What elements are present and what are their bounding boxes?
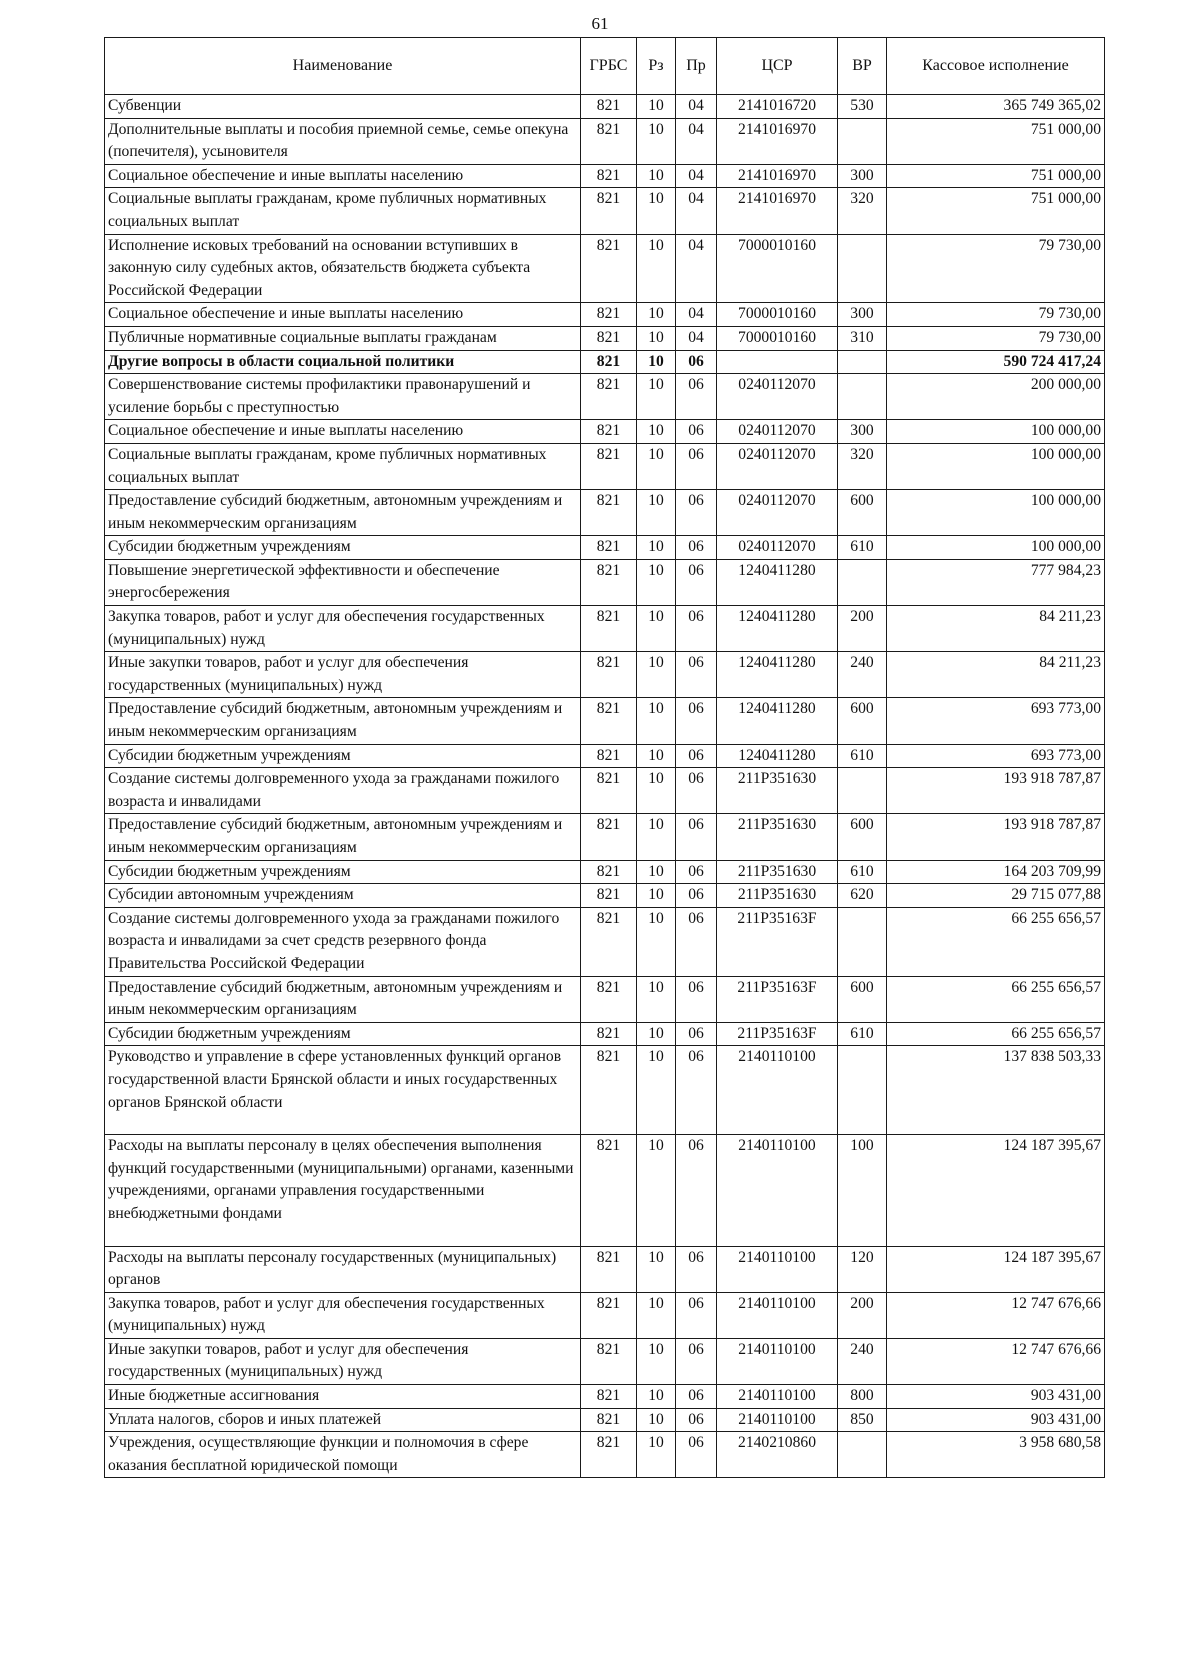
cell-name: Субсидии бюджетным учреждениям <box>105 860 581 884</box>
cell-grbs: 821 <box>581 698 637 744</box>
table-row <box>105 234 1105 303</box>
cell-grbs: 821 <box>581 326 637 350</box>
cell-grbs: 821 <box>581 1432 637 1478</box>
cell-rz: 10 <box>637 698 676 744</box>
cell-amount: 693 773,00 <box>887 698 1105 744</box>
cell-name: Уплата налогов, сборов и иных платежей <box>105 1408 581 1432</box>
cell-vr <box>838 1046 887 1135</box>
table-row <box>105 443 1105 489</box>
cell-rz: 10 <box>637 420 676 444</box>
cell-vr <box>838 118 887 164</box>
cell-csr: 0240112070 <box>717 374 838 420</box>
cell-rz: 10 <box>637 1408 676 1432</box>
cell-grbs: 821 <box>581 860 637 884</box>
cell-csr: 2140110100 <box>717 1292 838 1338</box>
cell-csr: 0240112070 <box>717 490 838 536</box>
cell-grbs: 821 <box>581 1338 637 1384</box>
cell-rz: 10 <box>637 1432 676 1478</box>
cell-grbs: 821 <box>581 536 637 560</box>
cell-csr: 2140210860 <box>717 1432 838 1478</box>
cell-name: Закупка товаров, работ и услуг для обеспечения государственных (муниципальных) нужд <box>105 1292 581 1338</box>
cell-vr: 850 <box>838 1408 887 1432</box>
table-row <box>105 164 1105 188</box>
cell-name: Создание системы долговременного ухода за гражданами пожилого возраста и инвалидами за счет средств резервного фонда Правительства Российской Федерации <box>105 907 581 976</box>
cell-grbs: 821 <box>581 420 637 444</box>
cell-grbs: 821 <box>581 1408 637 1432</box>
cell-vr <box>838 374 887 420</box>
cell-vr: 120 <box>838 1246 887 1292</box>
cell-name: Руководство и управление в сфере установленных функций органов государственной власти Брянской области и иных государственных органов Брянской области <box>105 1046 581 1135</box>
cell-amount: 3 958 680,58 <box>887 1432 1105 1478</box>
cell-pr: 06 <box>676 1408 717 1432</box>
cell-vr: 200 <box>838 606 887 652</box>
cell-rz: 10 <box>637 1338 676 1384</box>
cell-csr: 7000010160 <box>717 303 838 327</box>
cell-rz: 10 <box>637 884 676 908</box>
cell-name: Расходы на выплаты персоналу государственных (муниципальных) органов <box>105 1246 581 1292</box>
cell-rz: 10 <box>637 118 676 164</box>
cell-csr: 2140110100 <box>717 1408 838 1432</box>
cell-amount: 84 211,23 <box>887 606 1105 652</box>
cell-csr: 2140110100 <box>717 1338 838 1384</box>
cell-pr: 06 <box>676 606 717 652</box>
table-row <box>105 303 1105 327</box>
cell-grbs: 821 <box>581 884 637 908</box>
cell-name: Социальные выплаты гражданам, кроме публичных нормативных социальных выплат <box>105 188 581 234</box>
cell-pr: 06 <box>676 1135 717 1246</box>
cell-csr: 211P351630 <box>717 814 838 860</box>
cell-pr: 06 <box>676 374 717 420</box>
cell-amount: 12 747 676,66 <box>887 1292 1105 1338</box>
cell-csr: 7000010160 <box>717 326 838 350</box>
cell-name: Закупка товаров, работ и услуг для обеспечения государственных (муниципальных) нужд <box>105 606 581 652</box>
cell-amount: 124 187 395,67 <box>887 1135 1105 1246</box>
cell-rz: 10 <box>637 860 676 884</box>
cell-grbs: 821 <box>581 303 637 327</box>
cell-name: Субвенции <box>105 95 581 119</box>
header-name: Наименование <box>105 38 581 95</box>
cell-rz: 10 <box>637 443 676 489</box>
cell-vr <box>838 559 887 605</box>
cell-vr: 240 <box>838 652 887 698</box>
cell-rz: 10 <box>637 1046 676 1135</box>
cell-amount: 66 255 656,57 <box>887 907 1105 976</box>
cell-amount: 66 255 656,57 <box>887 976 1105 1022</box>
table-row <box>105 1292 1105 1338</box>
table-row <box>105 350 1105 374</box>
cell-csr: 211P351630 <box>717 860 838 884</box>
cell-grbs: 821 <box>581 118 637 164</box>
cell-vr <box>838 1432 887 1478</box>
page-number: 61 <box>591 14 609 33</box>
cell-csr <box>717 350 838 374</box>
cell-pr: 04 <box>676 234 717 303</box>
table-row <box>105 1135 1105 1246</box>
cell-rz: 10 <box>637 976 676 1022</box>
cell-rz: 10 <box>637 303 676 327</box>
cell-amount: 100 000,00 <box>887 420 1105 444</box>
cell-amount: 751 000,00 <box>887 164 1105 188</box>
cell-vr <box>838 234 887 303</box>
cell-grbs: 821 <box>581 976 637 1022</box>
cell-pr: 06 <box>676 814 717 860</box>
cell-pr: 06 <box>676 1246 717 1292</box>
cell-vr: 620 <box>838 884 887 908</box>
cell-csr: 2140110100 <box>717 1246 838 1292</box>
cell-grbs: 821 <box>581 1246 637 1292</box>
cell-grbs: 821 <box>581 652 637 698</box>
header-amount: Кассовое исполнение <box>887 38 1105 95</box>
cell-grbs: 821 <box>581 374 637 420</box>
cell-vr: 800 <box>838 1385 887 1409</box>
cell-amount: 693 773,00 <box>887 744 1105 768</box>
cell-amount: 590 724 417,24 <box>887 350 1105 374</box>
table-body <box>105 95 1105 1478</box>
budget-table <box>104 37 1105 1478</box>
cell-rz: 10 <box>637 234 676 303</box>
header-vr: ВР <box>838 38 887 95</box>
cell-amount: 66 255 656,57 <box>887 1022 1105 1046</box>
cell-amount: 751 000,00 <box>887 188 1105 234</box>
cell-amount: 124 187 395,67 <box>887 1246 1105 1292</box>
cell-pr: 04 <box>676 164 717 188</box>
cell-name: Социальное обеспечение и иные выплаты населению <box>105 420 581 444</box>
cell-grbs: 821 <box>581 350 637 374</box>
cell-pr: 06 <box>676 652 717 698</box>
cell-amount: 777 984,23 <box>887 559 1105 605</box>
cell-pr: 06 <box>676 1292 717 1338</box>
cell-rz: 10 <box>637 559 676 605</box>
table-row <box>105 976 1105 1022</box>
cell-rz: 10 <box>637 1292 676 1338</box>
cell-rz: 10 <box>637 490 676 536</box>
cell-csr: 1240411280 <box>717 698 838 744</box>
cell-rz: 10 <box>637 768 676 814</box>
cell-pr: 06 <box>676 536 717 560</box>
cell-grbs: 821 <box>581 490 637 536</box>
header-grbs: ГРБС <box>581 38 637 95</box>
header-csr: ЦСР <box>717 38 838 95</box>
table-row <box>105 536 1105 560</box>
cell-vr: 600 <box>838 976 887 1022</box>
cell-pr: 06 <box>676 1046 717 1135</box>
cell-rz: 10 <box>637 1022 676 1046</box>
cell-name: Исполнение исковых требований на основании вступивших в законную силу судебных актов, обязательств бюджета субъекта Российской Федерации <box>105 234 581 303</box>
cell-name: Иные закупки товаров, работ и услуг для обеспечения государственных (муниципальных) нужд <box>105 1338 581 1384</box>
cell-name: Субсидии бюджетным учреждениям <box>105 744 581 768</box>
cell-vr: 310 <box>838 326 887 350</box>
cell-name: Социальное обеспечение и иные выплаты населению <box>105 303 581 327</box>
table-row <box>105 118 1105 164</box>
cell-name: Предоставление субсидий бюджетным, автономным учреждениям и иным некоммерческим организациям <box>105 698 581 744</box>
table-row <box>105 188 1105 234</box>
table-row <box>105 744 1105 768</box>
table-row <box>105 860 1105 884</box>
cell-csr: 2140110100 <box>717 1385 838 1409</box>
cell-rz: 10 <box>637 652 676 698</box>
cell-vr: 610 <box>838 860 887 884</box>
cell-csr: 211P351630 <box>717 768 838 814</box>
cell-vr: 600 <box>838 698 887 744</box>
cell-pr: 06 <box>676 350 717 374</box>
cell-name: Совершенствование системы профилактики правонарушений и усиление борьбы с преступностью <box>105 374 581 420</box>
cell-csr: 2141016970 <box>717 164 838 188</box>
cell-csr: 211P35163F <box>717 976 838 1022</box>
cell-rz: 10 <box>637 606 676 652</box>
cell-pr: 06 <box>676 860 717 884</box>
cell-grbs: 821 <box>581 1292 637 1338</box>
cell-amount: 79 730,00 <box>887 303 1105 327</box>
cell-csr: 1240411280 <box>717 652 838 698</box>
cell-csr: 2141016970 <box>717 188 838 234</box>
cell-name: Социальные выплаты гражданам, кроме публичных нормативных социальных выплат <box>105 443 581 489</box>
cell-pr: 04 <box>676 326 717 350</box>
cell-pr: 06 <box>676 490 717 536</box>
cell-csr: 0240112070 <box>717 536 838 560</box>
cell-pr: 06 <box>676 768 717 814</box>
cell-amount: 193 918 787,87 <box>887 768 1105 814</box>
header-row <box>105 38 1105 95</box>
cell-vr: 600 <box>838 490 887 536</box>
cell-name: Повышение энергетической эффективности и обеспечение энергосбережения <box>105 559 581 605</box>
cell-vr: 200 <box>838 1292 887 1338</box>
cell-csr: 0240112070 <box>717 443 838 489</box>
cell-vr: 530 <box>838 95 887 119</box>
cell-grbs: 821 <box>581 234 637 303</box>
cell-amount: 100 000,00 <box>887 490 1105 536</box>
cell-grbs: 821 <box>581 744 637 768</box>
cell-grbs: 821 <box>581 907 637 976</box>
cell-name: Иные бюджетные ассигнования <box>105 1385 581 1409</box>
cell-name: Предоставление субсидий бюджетным, автономным учреждениям и иным некоммерческим организациям <box>105 976 581 1022</box>
table-row <box>105 95 1105 119</box>
cell-grbs: 821 <box>581 443 637 489</box>
cell-amount: 79 730,00 <box>887 234 1105 303</box>
cell-rz: 10 <box>637 1135 676 1246</box>
cell-vr: 300 <box>838 420 887 444</box>
cell-csr: 2141016720 <box>717 95 838 119</box>
cell-csr: 2140110100 <box>717 1135 838 1246</box>
cell-rz: 10 <box>637 814 676 860</box>
cell-vr: 300 <box>838 164 887 188</box>
cell-grbs: 821 <box>581 95 637 119</box>
cell-rz: 10 <box>637 1246 676 1292</box>
cell-vr: 610 <box>838 536 887 560</box>
cell-grbs: 821 <box>581 1046 637 1135</box>
cell-pr: 06 <box>676 1385 717 1409</box>
cell-name: Расходы на выплаты персоналу в целях обеспечения выполнения функций государственными (муниципальными) органами, казенными учреждениями, органами управления государственными внебюджетными фондами <box>105 1135 581 1246</box>
cell-name: Предоставление субсидий бюджетным, автономным учреждениям и иным некоммерческим организациям <box>105 814 581 860</box>
cell-vr: 320 <box>838 443 887 489</box>
table-row <box>105 814 1105 860</box>
cell-amount: 100 000,00 <box>887 443 1105 489</box>
cell-pr: 06 <box>676 976 717 1022</box>
cell-rz: 10 <box>637 326 676 350</box>
cell-csr: 211P35163F <box>717 907 838 976</box>
cell-amount: 84 211,23 <box>887 652 1105 698</box>
cell-amount: 164 203 709,99 <box>887 860 1105 884</box>
cell-csr: 1240411280 <box>717 606 838 652</box>
cell-csr: 211P351630 <box>717 884 838 908</box>
cell-vr <box>838 907 887 976</box>
cell-rz: 10 <box>637 164 676 188</box>
cell-rz: 10 <box>637 907 676 976</box>
cell-amount: 100 000,00 <box>887 536 1105 560</box>
cell-name: Субсидии бюджетным учреждениям <box>105 536 581 560</box>
cell-pr: 06 <box>676 1022 717 1046</box>
table-row <box>105 768 1105 814</box>
cell-name: Субсидии автономным учреждениям <box>105 884 581 908</box>
cell-vr: 240 <box>838 1338 887 1384</box>
cell-name: Создание системы долговременного ухода за гражданами пожилого возраста и инвалидами <box>105 768 581 814</box>
cell-vr: 610 <box>838 744 887 768</box>
cell-rz: 10 <box>637 95 676 119</box>
cell-csr: 211P35163F <box>717 1022 838 1046</box>
table-row <box>105 1022 1105 1046</box>
cell-vr: 320 <box>838 188 887 234</box>
table-row <box>105 698 1105 744</box>
cell-pr: 06 <box>676 1338 717 1384</box>
cell-name: Публичные нормативные социальные выплаты гражданам <box>105 326 581 350</box>
cell-csr: 0240112070 <box>717 420 838 444</box>
cell-pr: 04 <box>676 303 717 327</box>
cell-name: Социальное обеспечение и иные выплаты населению <box>105 164 581 188</box>
table-row <box>105 420 1105 444</box>
table-row <box>105 1385 1105 1409</box>
cell-grbs: 821 <box>581 1022 637 1046</box>
cell-name: Иные закупки товаров, работ и услуг для обеспечения государственных (муниципальных) нужд <box>105 652 581 698</box>
cell-pr: 06 <box>676 1432 717 1478</box>
table-row <box>105 1432 1105 1478</box>
table-row <box>105 907 1105 976</box>
cell-amount: 751 000,00 <box>887 118 1105 164</box>
table-row <box>105 1246 1105 1292</box>
cell-csr: 7000010160 <box>717 234 838 303</box>
cell-rz: 10 <box>637 188 676 234</box>
cell-vr: 600 <box>838 814 887 860</box>
cell-name: Предоставление субсидий бюджетным, автономным учреждениям и иным некоммерческим организациям <box>105 490 581 536</box>
header-pr: Пр <box>676 38 717 95</box>
cell-pr: 06 <box>676 907 717 976</box>
cell-csr: 1240411280 <box>717 559 838 605</box>
table-row <box>105 559 1105 605</box>
cell-grbs: 821 <box>581 814 637 860</box>
cell-amount: 200 000,00 <box>887 374 1105 420</box>
cell-vr <box>838 768 887 814</box>
table-row <box>105 1046 1105 1135</box>
cell-pr: 06 <box>676 559 717 605</box>
table-row <box>105 490 1105 536</box>
cell-amount: 365 749 365,02 <box>887 95 1105 119</box>
cell-pr: 06 <box>676 420 717 444</box>
cell-pr: 04 <box>676 188 717 234</box>
cell-name: Субсидии бюджетным учреждениям <box>105 1022 581 1046</box>
cell-pr: 06 <box>676 744 717 768</box>
cell-amount: 12 747 676,66 <box>887 1338 1105 1384</box>
cell-vr <box>838 350 887 374</box>
cell-rz: 10 <box>637 374 676 420</box>
cell-grbs: 821 <box>581 1135 637 1246</box>
cell-grbs: 821 <box>581 1385 637 1409</box>
cell-amount: 29 715 077,88 <box>887 884 1105 908</box>
cell-rz: 10 <box>637 744 676 768</box>
cell-rz: 10 <box>637 1385 676 1409</box>
cell-csr: 2140110100 <box>717 1046 838 1135</box>
cell-name: Учреждения, осуществляющие функции и полномочия в сфере оказания бесплатной юридической помощи <box>105 1432 581 1478</box>
cell-vr: 100 <box>838 1135 887 1246</box>
cell-amount: 193 918 787,87 <box>887 814 1105 860</box>
cell-amount: 79 730,00 <box>887 326 1105 350</box>
cell-grbs: 821 <box>581 606 637 652</box>
cell-csr: 1240411280 <box>717 744 838 768</box>
table-row <box>105 1408 1105 1432</box>
cell-grbs: 821 <box>581 559 637 605</box>
cell-grbs: 821 <box>581 188 637 234</box>
cell-csr: 2141016970 <box>717 118 838 164</box>
table-row <box>105 1338 1105 1384</box>
table-row <box>105 326 1105 350</box>
table-row <box>105 884 1105 908</box>
cell-rz: 10 <box>637 536 676 560</box>
cell-amount: 903 431,00 <box>887 1385 1105 1409</box>
cell-pr: 04 <box>676 95 717 119</box>
cell-pr: 06 <box>676 698 717 744</box>
cell-pr: 04 <box>676 118 717 164</box>
cell-grbs: 821 <box>581 164 637 188</box>
header-rz: Рз <box>637 38 676 95</box>
cell-pr: 06 <box>676 443 717 489</box>
cell-name: Дополнительные выплаты и пособия приемной семье, семье опекуна (попечителя), усыновителя <box>105 118 581 164</box>
table-row <box>105 374 1105 420</box>
cell-vr: 610 <box>838 1022 887 1046</box>
cell-rz: 10 <box>637 350 676 374</box>
cell-pr: 06 <box>676 884 717 908</box>
cell-name: Другие вопросы в области социальной политики <box>105 350 581 374</box>
cell-amount: 137 838 503,33 <box>887 1046 1105 1135</box>
cell-grbs: 821 <box>581 768 637 814</box>
cell-vr: 300 <box>838 303 887 327</box>
table-row <box>105 606 1105 652</box>
cell-amount: 903 431,00 <box>887 1408 1105 1432</box>
table-row <box>105 652 1105 698</box>
